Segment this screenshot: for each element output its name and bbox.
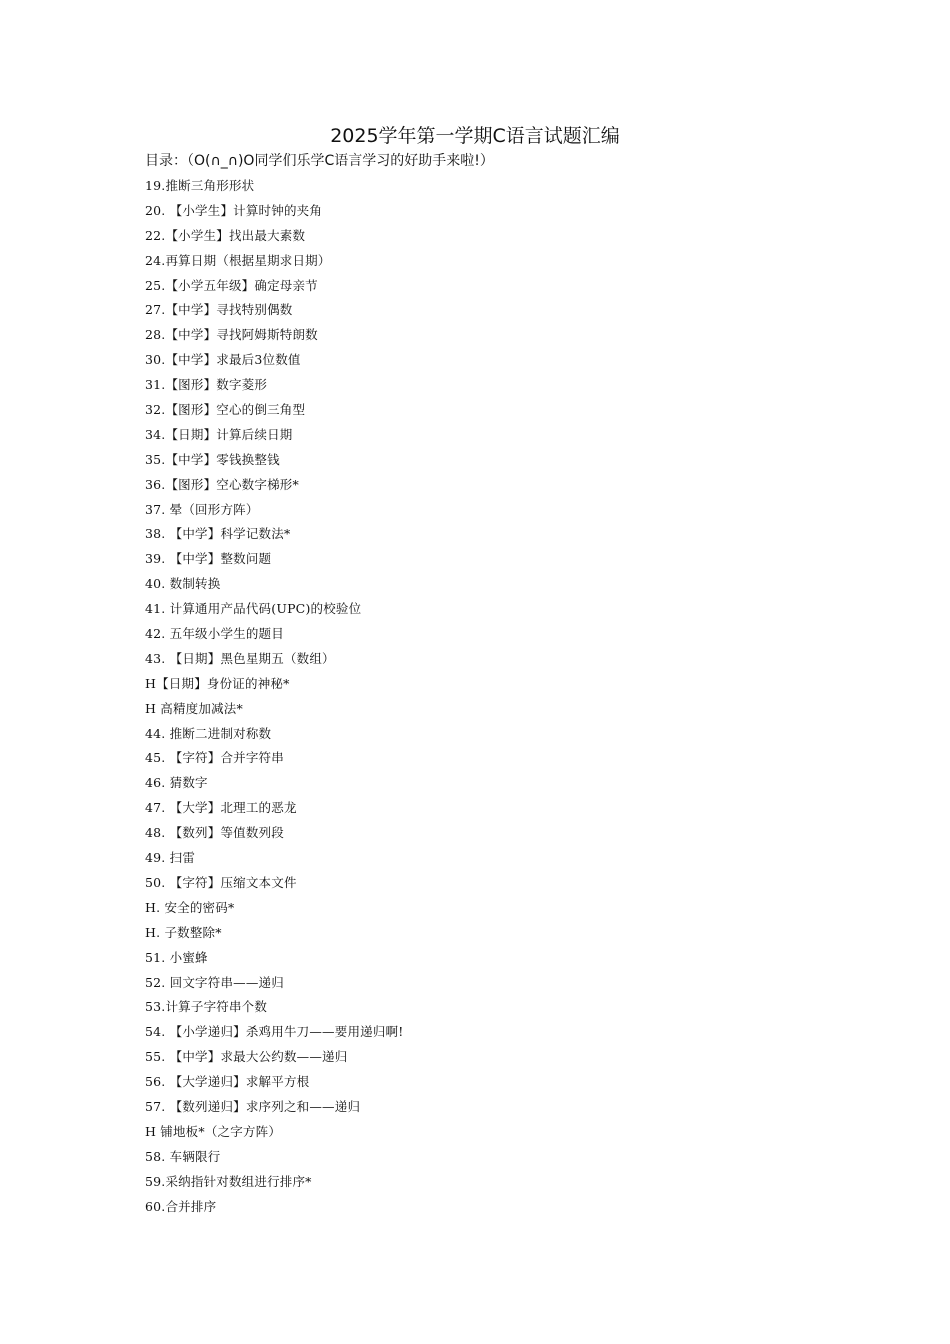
toc-entry: 45. 【字符】合并字符串 (145, 750, 284, 766)
toc-list (145, 174, 403, 1219)
toc-entry: 57. 【数列递归】求序列之和——递归 (145, 1098, 361, 1114)
toc-entry: 41. 计算通用产品代码(UPC)的校验位 (145, 601, 362, 617)
toc-entry: 42. 五年级小学生的题目 (145, 626, 284, 642)
toc-entry: 48. 【数列】等值数列段 (145, 825, 284, 841)
toc-entry: H 铺地板*（之字方阵） (145, 1123, 282, 1139)
toc-entry: 54. 【小学递归】杀鸡用牛刀——要用递归啊! (145, 1024, 404, 1040)
toc-entry: 38. 【中学】科学记数法* (145, 526, 291, 542)
toc-entry: 19.推断三角形形状 (145, 178, 255, 193)
toc-entry: 34.【日期】计算后续日期 (145, 426, 293, 442)
toc-entry: 56. 【大学递归】求解平方根 (145, 1074, 310, 1090)
toc-entry: H 高精度加减法* (145, 700, 243, 716)
toc-heading: 目录：（O(∩_∩)O同学们乐学C语言学习的好助手来啦!） (145, 153, 494, 169)
toc-entry: 53.计算子字符串个数 (145, 999, 268, 1015)
toc-entry: 35.【中学】零钱换整钱 (145, 451, 280, 467)
toc-entry: 27.【中学】寻找特别偶数 (145, 302, 293, 318)
toc-entry: 51. 小蜜蜂 (145, 949, 208, 965)
toc-entry: 55. 【中学】求最大公约数——递归 (145, 1049, 348, 1065)
toc-entry: 25.【小学五年级】确定母亲节 (145, 277, 318, 293)
toc-entry: 40. 数制转换 (145, 576, 221, 592)
toc-entry: 46. 猜数字 (145, 775, 208, 791)
toc-entry: 20. 【小学生】计算时钟的夹角 (145, 202, 323, 218)
toc-entry: 59.采纳指针对数组进行排序* (145, 1173, 312, 1189)
toc-entry: 32.【图形】空心的倒三角型 (145, 402, 306, 418)
toc-entry: 22.【小学生】找出最大素数 (145, 227, 306, 243)
toc-entry: H. 安全的密码* (145, 899, 235, 915)
toc-entry: 30.【中学】求最后3位数值 (145, 352, 301, 368)
toc-entry: 44. 推断二进制对称数 (145, 725, 272, 741)
toc-entry: 60.合并排序 (145, 1198, 217, 1214)
document-title: 2025学年第一学期C语言试题汇编 (330, 125, 620, 147)
toc-entry: H【日期】身份证的神秘* (145, 675, 290, 691)
toc-entry: 39. 【中学】整数问题 (145, 551, 272, 567)
toc-entry: 36.【图形】空心数字梯形* (145, 476, 299, 492)
toc-entry: 37. 晕（回形方阵） (145, 501, 259, 517)
toc-entry: 43. 【日期】黑色星期五（数组） (145, 650, 335, 666)
toc-entry: 28.【中学】寻找阿姆斯特朗数 (145, 327, 318, 343)
toc-entry: 24.再算日期（根据星期求日期） (145, 252, 331, 268)
toc-entry: H. 子数整除* (145, 924, 222, 940)
toc-entry: 49. 扫雷 (145, 850, 196, 866)
toc-entry: 52. 回文字符串——递归 (145, 974, 284, 990)
toc-entry: 31.【图形】数字菱形 (145, 377, 268, 393)
toc-entry: 47. 【大学】北理工的恶龙 (145, 800, 297, 816)
toc-entry: 50. 【字符】压缩文本文件 (145, 874, 297, 890)
toc-entry: 58. 车辆限行 (145, 1148, 221, 1164)
